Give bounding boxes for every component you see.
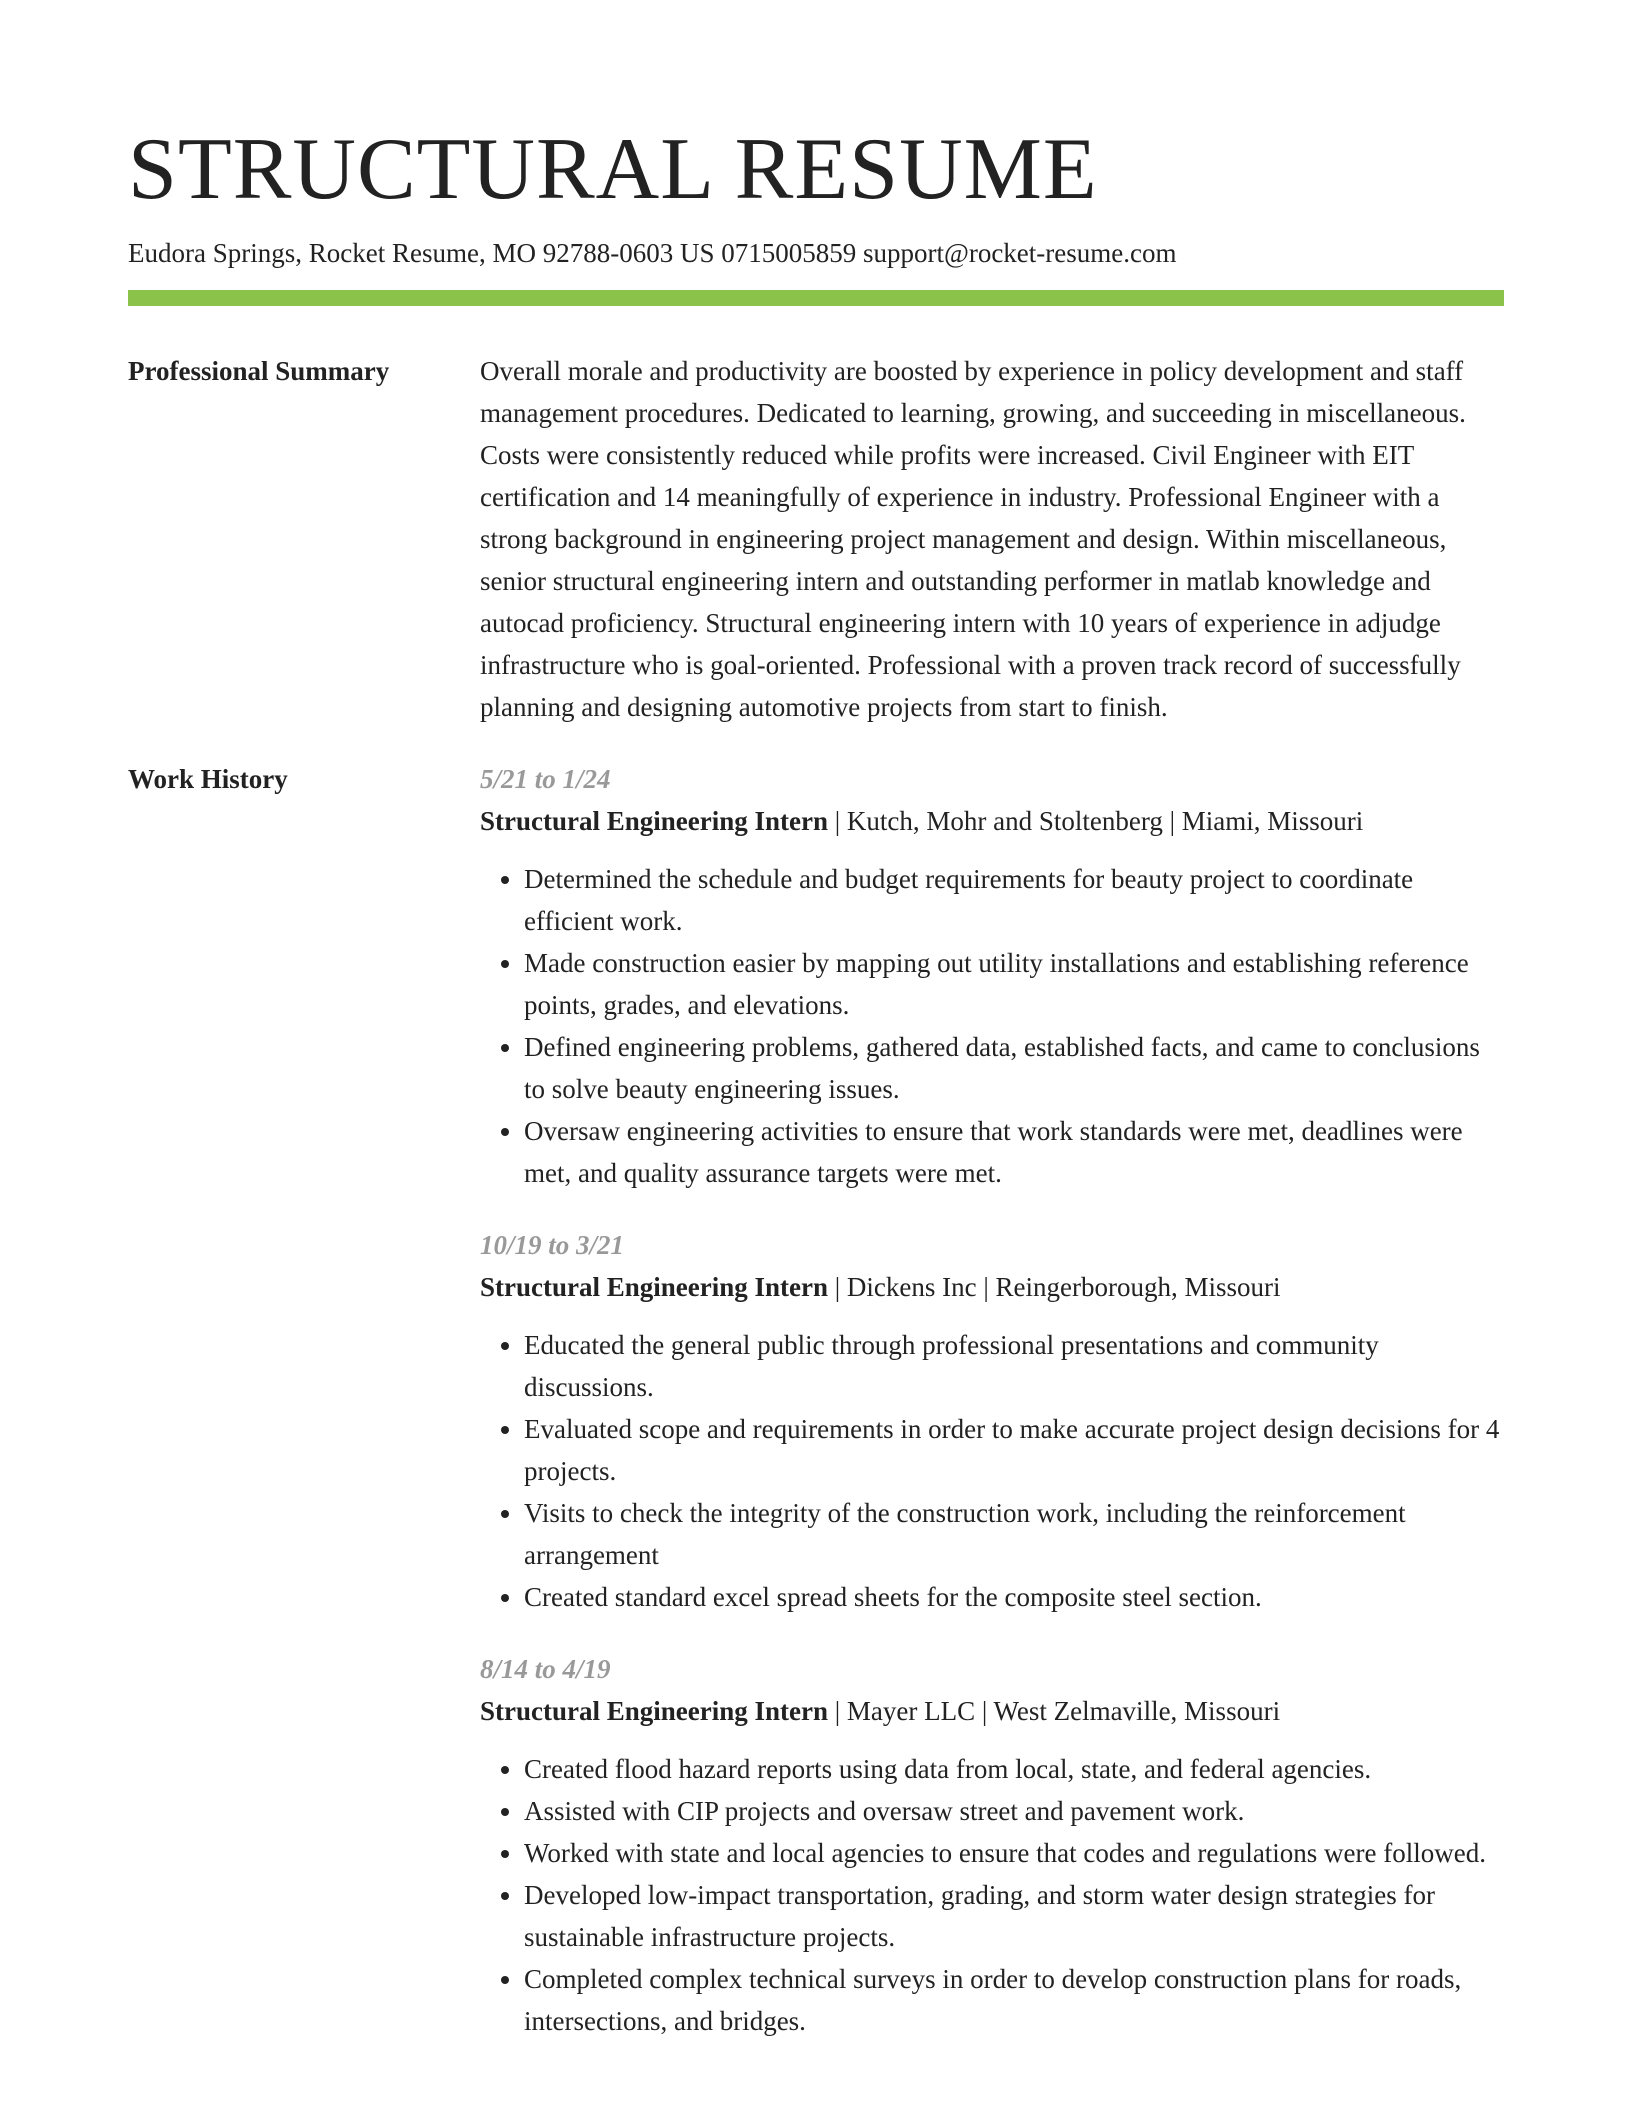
job-bullets — [480, 1748, 1504, 2042]
job-bullets — [480, 858, 1504, 1194]
job-company-location: | Dickens Inc | Reingerborough, Missouri — [828, 1272, 1281, 1302]
work-history-list — [480, 758, 1504, 2072]
job-entry — [480, 1648, 1504, 2042]
job-bullet: • Educated the general public through professional presentations and community discussions. — [524, 1324, 1504, 1408]
job-company-location: | Mayer LLC | West Zelmaville, Missouri — [828, 1696, 1281, 1726]
job-bullet: • Evaluated scope and requirements in order to make accurate project design decisions for 4 projects. — [524, 1408, 1504, 1492]
accent-divider — [128, 290, 1504, 306]
job-bullet: • Created standard excel spread sheets for the composite steel section. — [524, 1576, 1504, 1618]
job-bullet: • Determined the schedule and budget requirements for beauty project to coordinate efficient work. — [524, 858, 1504, 942]
job-bullet: • Visits to check the integrity of the construction work, including the reinforcement arrangement — [524, 1492, 1504, 1576]
resume-title: STRUCTURAL RESUME — [128, 121, 1098, 218]
summary-section — [128, 350, 1504, 728]
job-bullet: • Completed complex technical surveys in order to develop construction plans for roads, intersections, and bridges. — [524, 1958, 1504, 2042]
job-heading — [480, 1266, 1504, 1308]
summary-heading: Professional Summary — [128, 356, 390, 386]
job-dates: 8/14 to 4/19 — [480, 1654, 611, 1684]
job-dates: 10/19 to 3/21 — [480, 1230, 625, 1260]
resume-page — [128, 0, 1504, 2072]
summary-text: Overall morale and productivity are boosted by experience in policy development and staff management procedures. Dedicated to learning, growing, and succeeding in miscellaneous. Costs were consistently reduced while profits were increased. Civil Engineer with EIT certification and 14 meaningfully of experience in industry. Professional Engineer with a strong background in engineering project management and design. Within miscellaneous, senior structural engineering intern and outstanding performer in matlab knowledge and autocad proficiency. Structural engineering intern with 10 years of experience in adjudge infrastructure who is goal-oriented. Professional with a proven track record of successfully planning and designing automotive projects from start to finish. — [480, 356, 1466, 722]
job-bullet: • Defined engineering problems, gathered data, established facts, and came to conclusions to solve beauty engineering issues. — [524, 1026, 1504, 1110]
job-bullets — [480, 1324, 1504, 1618]
job-heading — [480, 1690, 1504, 1732]
job-bullet: • Assisted with CIP projects and oversaw street and pavement work. — [524, 1790, 1504, 1832]
job-heading — [480, 800, 1504, 842]
job-bullet: • Created flood hazard reports using data from local, state, and federal agencies. — [524, 1748, 1504, 1790]
job-title: Structural Engineering Intern — [480, 806, 828, 836]
job-title: Structural Engineering Intern — [480, 1272, 828, 1302]
job-bullet: • Developed low-impact transportation, grading, and storm water design strategies for sustainable infrastructure projects. — [524, 1874, 1504, 1958]
job-bullet: • Oversaw engineering activities to ensure that work standards were met, deadlines were met, and quality assurance targets were met. — [524, 1110, 1504, 1194]
contact-line: Eudora Springs, Rocket Resume, MO 92788-0603 US 0715005859 support@rocket-resume.com — [128, 238, 1177, 268]
job-company-location: | Kutch, Mohr and Stoltenberg | Miami, Missouri — [828, 806, 1364, 836]
job-entry — [480, 758, 1504, 1194]
work-history-section — [128, 758, 1504, 2072]
job-bullet: • Worked with state and local agencies to ensure that codes and regulations were followed. — [524, 1832, 1504, 1874]
job-dates: 5/21 to 1/24 — [480, 764, 611, 794]
job-title: Structural Engineering Intern — [480, 1696, 828, 1726]
job-entry — [480, 1224, 1504, 1618]
job-bullet: • Made construction easier by mapping out utility installations and establishing reference points, grades, and elevations. — [524, 942, 1504, 1026]
work-history-heading: Work History — [128, 764, 288, 794]
